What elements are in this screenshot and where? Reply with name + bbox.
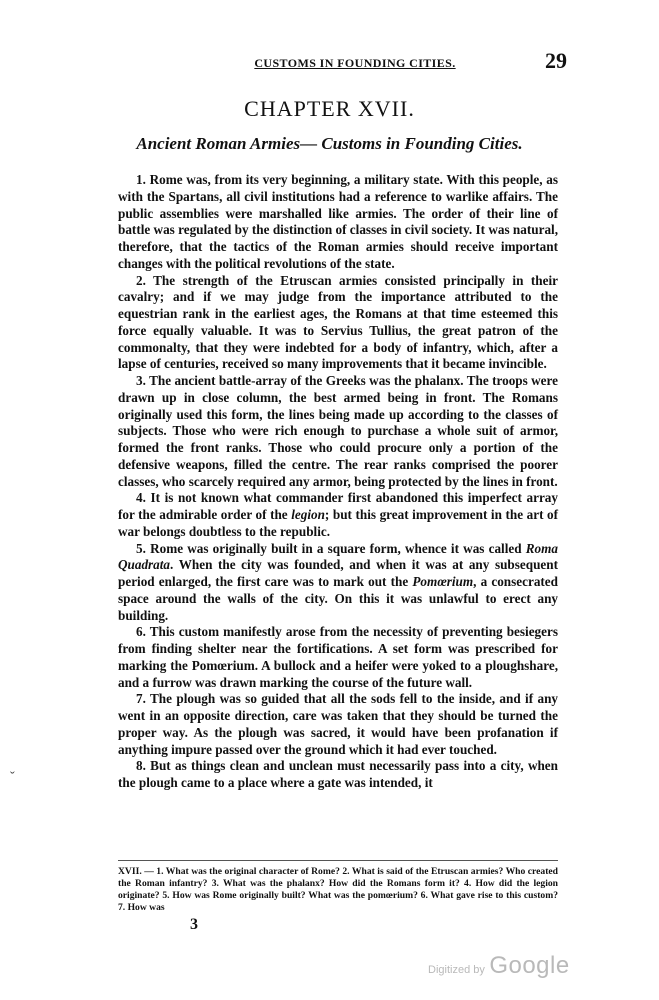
italic-term: legion — [291, 507, 325, 522]
paragraph-text: Rome was originally built in a square form, whence it was called — [150, 540, 526, 556]
paragraph-number: 8. — [136, 758, 146, 774]
paragraph-7 — [118, 691, 558, 758]
paragraph-text: The plough was so guided that all the sods fell to the inside, and if any went in an opposite direction, care was taken that they should be turned the proper way. As the plough was sacred, it would have been profanation if anything impure passed over the ground which it had ever touched. — [118, 691, 558, 757]
paragraph-3 — [118, 373, 558, 490]
chapter-subtitle: Ancient Roman Armies— Customs in Founding Cities. — [136, 134, 523, 153]
paragraph-text: It is not known what commander first abandoned this imperfect array for the admirable order of the — [118, 490, 558, 522]
paragraph-number: 5. — [136, 540, 146, 556]
page-number: 29 — [545, 48, 567, 73]
paragraph-text: This custom manifestly arose from the necessity of preventing besiegers from finding shelter near the fortifications. A set form was prescribed for marking the Pomœrium. A bullock and a heifer were yoked to a ploughshare, and a furrow was drawn marking the course of the future wall. — [118, 624, 558, 690]
paragraph-number: 6. — [136, 624, 146, 640]
google-logo: Google — [489, 952, 570, 979]
paragraph-text: The strength of the Etruscan armies consisted principally in their cavalry; and if we may judge from the importance attributed to the equestrian rank in the earliest ages, the Romans at that time esteemed this force equally valuable. It was to Servius Tullius, the great patron of the commonalty, that they were indebted for a body of infantry, which, after a lapse of centuries, received so many improvements that it became invincible. — [118, 272, 558, 372]
body-text — [118, 172, 558, 792]
paragraph-number: 1. — [136, 172, 146, 187]
paragraph-number: 7. — [136, 691, 146, 707]
paragraph-number: 2. — [136, 272, 146, 288]
footnote-questions — [118, 866, 558, 914]
digitized-watermark — [428, 952, 570, 980]
paragraph-5 — [118, 541, 558, 625]
margin-mark: ˇ — [10, 770, 15, 785]
paragraph-number: 3. — [136, 373, 146, 388]
footnote-text: XVII. — 1. What was the original character of Rome? 2. What is said of the Etruscan armies? Who created the Roman infantry? 3. What was the phalanx? How did the Romans form it? 4. How did the legion originate? 5. How was Rome originally built? What was the pomœrium? 6. What gave rise to this custom? 7. How was — [118, 866, 558, 913]
chapter-title: CHAPTER XVII. — [244, 96, 415, 121]
paragraph-1 — [118, 172, 558, 273]
italic-term: Roma Quadrata — [118, 540, 559, 573]
paragraph-number: 4. — [136, 490, 146, 506]
paragraph-8 — [118, 758, 558, 792]
paragraph-text: . When the city was founded, and when it was at any subsequent period enlarged, the first care was to mark out the — [118, 557, 558, 589]
watermark-prefix: Digitized by — [428, 964, 485, 976]
paragraph-text: But as things clean and unclean must necessarily pass into a city, when the plough came to a place where a gate was intended, it — [118, 758, 558, 790]
running-head: CUSTOMS IN FOUNDING CITIES. — [254, 56, 456, 70]
footnote-divider — [118, 860, 558, 861]
italic-term: Pomœrium — [412, 574, 474, 589]
paragraph-text: ; but this great improvement in the art of war belongs doubtless to the republic. — [118, 507, 559, 539]
paragraph-2 — [118, 273, 558, 374]
paragraph-6 — [118, 624, 558, 691]
paragraph-4 — [118, 490, 558, 540]
paragraph-text: Rome was, from its very beginning, a military state. With this people, as with the Spartans, all civil institutions had a reference to warlike affairs. The public assemblies were marshalled like armies. The order of their line of battle was regulated by the distinction of classes in civil society. It was natural, therefore, that the tactics of the Roman armies should receive important changes with the political revolutions of the state. — [118, 172, 558, 271]
paragraph-text: , a consecrated space around the walls of the city. On this it was unlawful to erect any building. — [118, 574, 558, 623]
signature-mark: 3 — [190, 916, 198, 933]
paragraph-text: The ancient battle-array of the Greeks was the phalanx. The troops were drawn up in close column, the best armed being in front. The Romans originally used this form, the lines being made up according to the classes of subjects. Those who were rich enough to purchase a whole suit of armor, formed the front ranks. Those who could procure only a portion of the defensive weapons, filled the centre. The rear ranks comprised the poorer classes, who scarcely required any armor, being protected by the lines in front. — [118, 373, 558, 489]
